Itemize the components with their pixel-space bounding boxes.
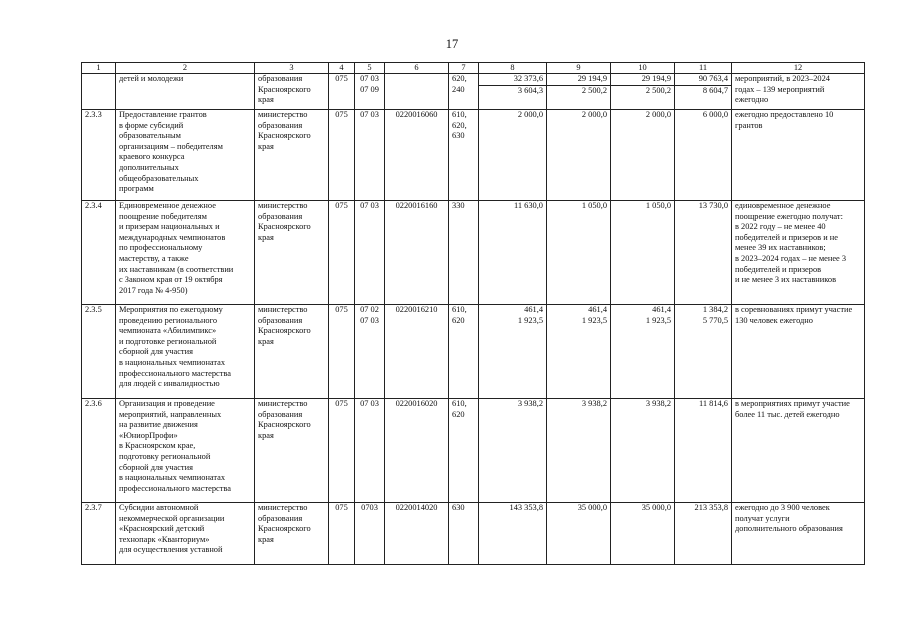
amount-2024-cell-value: 1 050,0 <box>645 201 671 210</box>
expected-result-cell: единовременное денежное поощрение ежегодно получат: в 2022 году – не менее 40 победителей и призеров и не менее 39 их наставников; в 2023–2024 годах – не менее 3 победителей и призеров и не менее 3 их наставников <box>732 201 865 305</box>
col-header: 6 <box>385 63 449 74</box>
target-article-cell: 0220016020 <box>385 399 449 503</box>
section-code-cell-value: 07 02 <box>360 305 379 314</box>
section-code-cell <box>355 503 385 565</box>
section-code-cell-value: 07 03 <box>360 201 379 210</box>
responsible-body-cell: министерство образования Красноярского края <box>255 110 329 201</box>
amount-2023-cell <box>547 399 611 503</box>
grbs-code-cell: 075 <box>329 399 355 503</box>
amount-total-cell-value: 13 730,0 <box>698 201 728 210</box>
grbs-code-cell: 075 <box>329 201 355 305</box>
amount-total-cell <box>675 110 732 201</box>
item-number-cell <box>82 74 116 110</box>
responsible-body-cell: министерство образования Красноярского края <box>255 503 329 565</box>
amount-2023-cell-value: 1 923,5 <box>581 315 607 325</box>
col-header: 10 <box>611 63 675 74</box>
table-row <box>82 503 865 565</box>
target-article-cell: 0220016210 <box>385 305 449 399</box>
page-number: 17 <box>445 37 459 51</box>
item-number-cell: 2.3.7 <box>82 503 116 565</box>
expense-type-cell-value: 330 <box>452 201 465 210</box>
amount-2022-cell-value: 32 373,6 <box>513 74 543 83</box>
amount-2024-cell <box>611 399 675 503</box>
section-code-cell <box>355 399 385 503</box>
item-number-cell: 2.3.6 <box>82 399 116 503</box>
expense-type-cell-value: 620, <box>452 74 467 83</box>
amount-2024-cell <box>611 74 675 110</box>
amount-2022-cell <box>479 201 547 305</box>
section-code-cell-value: 0703 <box>361 503 378 512</box>
col-header: 11 <box>675 63 732 74</box>
expected-result-cell: мероприятий, в 2023–2024 годах – 139 мероприятий ежегодно <box>732 74 865 110</box>
table-body <box>82 74 865 565</box>
amount-2023-cell-value: 29 194,9 <box>577 74 607 83</box>
expense-type-cell-value: 240 <box>452 84 465 94</box>
col-header: 12 <box>732 63 865 74</box>
section-code-cell <box>355 110 385 201</box>
column-number-header <box>82 63 865 74</box>
section-code-cell-value: 07 03 <box>360 74 379 83</box>
amount-2022-cell <box>479 305 547 399</box>
amount-2023-cell-value: 3 938,2 <box>581 399 607 408</box>
amount-total-cell <box>675 74 732 110</box>
activity-title-cell: Предоставление грантов в форме субсидий образовательным организациям – победителям краевого конкурса дополнительных общеобразовательных программ <box>116 110 255 201</box>
program-activities-table <box>81 62 865 565</box>
amount-2024-cell-value: 3 938,2 <box>645 399 671 408</box>
expense-type-cell <box>449 399 479 503</box>
grbs-code-cell: 075 <box>329 110 355 201</box>
amount-2022-cell-value: 3 938,2 <box>517 399 543 408</box>
amount-total-cell-value: 213 353,8 <box>694 503 728 512</box>
expense-type-cell <box>449 503 479 565</box>
col-header: 8 <box>479 63 547 74</box>
activity-title-cell: Организация и проведение мероприятий, направленных на развитие движения «ЮниорПрофи» в Красноярском крае, подготовку региональной сборной для участия в национальных чемпионатах профессионального мастерства <box>116 399 255 503</box>
amount-2023-cell-value: 2 500,2 <box>547 85 610 97</box>
col-header: 4 <box>329 63 355 74</box>
amount-total-cell <box>675 503 732 565</box>
expense-type-cell <box>449 74 479 110</box>
grbs-code-cell: 075 <box>329 503 355 565</box>
amount-2022-cell-value: 143 353,8 <box>509 503 543 512</box>
amount-total-cell-value: 1 384,2 <box>702 305 728 314</box>
table-row <box>82 399 865 503</box>
item-number-cell: 2.3.3 <box>82 110 116 201</box>
amount-2023-cell-value: 2 000,0 <box>581 110 607 119</box>
table-row <box>82 74 865 110</box>
expense-type-cell <box>449 110 479 201</box>
amount-2022-cell-value: 2 000,0 <box>517 110 543 119</box>
amount-2022-cell-value: 1 923,5 <box>517 315 543 325</box>
amount-2023-cell <box>547 110 611 201</box>
col-header: 1 <box>82 63 116 74</box>
section-code-cell <box>355 305 385 399</box>
section-code-cell <box>355 74 385 110</box>
col-header: 7 <box>449 63 479 74</box>
amount-2024-cell <box>611 305 675 399</box>
expense-type-cell-value: 620 <box>452 409 465 419</box>
table-row <box>82 201 865 305</box>
item-number-cell: 2.3.4 <box>82 201 116 305</box>
table-row <box>82 110 865 201</box>
amount-2024-cell-value: 35 000,0 <box>641 503 671 512</box>
amount-2024-cell <box>611 110 675 201</box>
amount-2022-cell <box>479 399 547 503</box>
amount-2022-cell <box>479 74 547 110</box>
expected-result-cell: в соревнованиях примут участие 130 человек ежегодно <box>732 305 865 399</box>
amount-2022-cell-value: 3 604,3 <box>479 85 546 97</box>
table-row <box>82 305 865 399</box>
amount-2023-cell <box>547 305 611 399</box>
amount-2024-cell-value: 2 500,2 <box>611 85 674 97</box>
amount-2024-cell-value: 29 194,9 <box>641 74 671 83</box>
col-header: 5 <box>355 63 385 74</box>
col-header: 3 <box>255 63 329 74</box>
expense-type-cell <box>449 201 479 305</box>
col-header: 2 <box>116 63 255 74</box>
amount-total-cell-value: 11 814,6 <box>698 399 728 408</box>
expected-result-cell: в мероприятиях примут участие более 11 тыс. детей ежегодно <box>732 399 865 503</box>
amount-2023-cell-value: 35 000,0 <box>577 503 607 512</box>
expense-type-cell-value: 620, <box>452 120 467 130</box>
expense-type-cell-value: 610, <box>452 110 467 119</box>
section-code-cell-value: 07 03 <box>360 110 379 119</box>
target-article-cell: 0220016060 <box>385 110 449 201</box>
expense-type-cell-value: 610, <box>452 305 467 314</box>
grbs-code-cell: 075 <box>329 74 355 110</box>
amount-2024-cell-value: 461,4 <box>652 305 671 314</box>
amount-total-cell-value: 6 000,0 <box>702 110 728 119</box>
amount-2022-cell-value: 11 630,0 <box>513 201 543 210</box>
expense-type-cell-value: 620 <box>452 315 465 325</box>
amount-2024-cell-value: 1 923,5 <box>645 315 671 325</box>
amount-2023-cell-value: 461,4 <box>588 305 607 314</box>
amount-2024-cell-value: 2 000,0 <box>645 110 671 119</box>
amount-total-cell <box>675 305 732 399</box>
grbs-code-cell: 075 <box>329 305 355 399</box>
amount-2022-cell <box>479 110 547 201</box>
expense-type-cell-value: 610, <box>452 399 467 408</box>
section-code-cell-value: 07 03 <box>360 315 379 325</box>
responsible-body-cell: министерство образования Красноярского края <box>255 399 329 503</box>
amount-total-cell-value: 90 763,4 <box>698 74 728 83</box>
expected-result-cell: ежегодно предоставлено 10 грантов <box>732 110 865 201</box>
responsible-body-cell: министерство образования Красноярского края <box>255 201 329 305</box>
activity-title-cell: Субсидии автономной некоммерческой организации «Красноярский детский технопарк «Кванториум» для осуществления уставной <box>116 503 255 565</box>
activity-title-cell: Мероприятия по ежегодному проведению регионального чемпионата «Абилимпикс» и подготовке региональной сборной для участия в национальных чемпионатах профессионального мастерства для людей с инвалидностью <box>116 305 255 399</box>
amount-2023-cell <box>547 201 611 305</box>
amount-2023-cell-value: 1 050,0 <box>581 201 607 210</box>
expected-result-cell: ежегодно до 3 900 человек получат услуги дополнительного образования <box>732 503 865 565</box>
amount-2023-cell <box>547 74 611 110</box>
amount-2023-cell <box>547 503 611 565</box>
expense-type-cell <box>449 305 479 399</box>
amount-total-cell <box>675 201 732 305</box>
amount-2024-cell <box>611 503 675 565</box>
amount-2024-cell <box>611 201 675 305</box>
amount-total-cell-value: 8 604,7 <box>675 85 731 97</box>
target-article-cell: 0220014020 <box>385 503 449 565</box>
amount-2022-cell-value: 461,4 <box>524 305 543 314</box>
responsible-body-cell: образования Красноярского края <box>255 74 329 110</box>
expense-type-cell-value: 630 <box>452 503 465 512</box>
amount-total-cell <box>675 399 732 503</box>
amount-2022-cell <box>479 503 547 565</box>
item-number-cell: 2.3.5 <box>82 305 116 399</box>
section-code-cell <box>355 201 385 305</box>
amount-total-cell-value: 5 770,5 <box>702 315 728 325</box>
expense-type-cell-value: 630 <box>452 131 465 141</box>
section-code-cell-value: 07 03 <box>360 399 379 408</box>
target-article-cell <box>385 74 449 110</box>
section-code-cell-value: 07 09 <box>360 84 379 94</box>
activity-title-cell: детей и молодежи <box>116 74 255 110</box>
activity-title-cell: Единовременное денежное поощрение победителям и призерам национальных и международных чемпионатов по профессиональному мастерству, а также их наставникам (в соответствии с Законом края от 19 октября 2017 года № 4-950) <box>116 201 255 305</box>
target-article-cell: 0220016160 <box>385 201 449 305</box>
responsible-body-cell: министерство образования Красноярского края <box>255 305 329 399</box>
col-header: 9 <box>547 63 611 74</box>
